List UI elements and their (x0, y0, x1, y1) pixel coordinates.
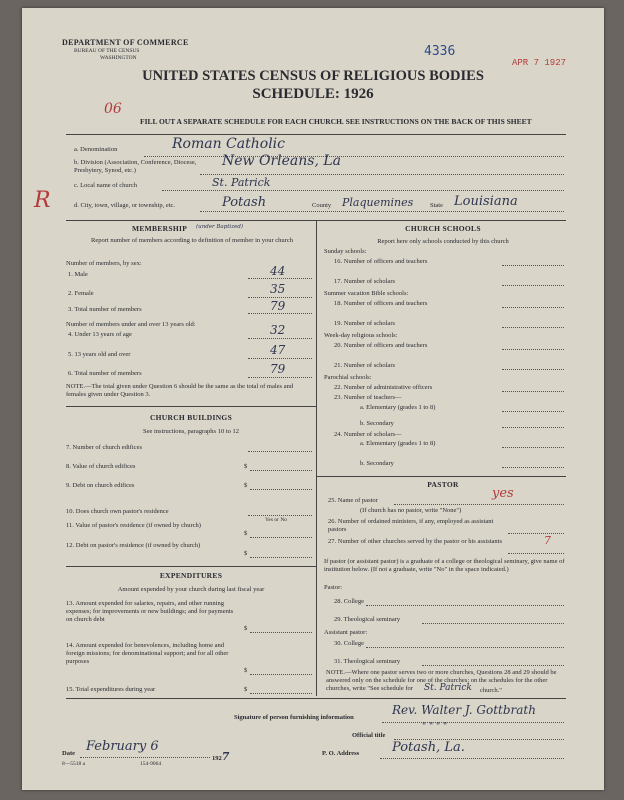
county-label: County (312, 202, 332, 209)
q3-label: 3. Total number of members (68, 306, 142, 313)
q23a-label: a. Elementary (grades 1 to 8) (360, 404, 436, 411)
q21-label: 21. Number of scholars (334, 362, 396, 369)
margin-note: 06 (104, 101, 122, 117)
yes-no-hint: Yes or No (265, 517, 288, 523)
q29-label: 29. Theological seminary (334, 616, 401, 623)
q28-label: 28. College (334, 598, 364, 605)
sunday-label: Sunday schools: (324, 248, 367, 255)
pastor-subhead: Pastor: (324, 584, 343, 591)
q11-dollar: $ (244, 530, 248, 537)
q7-label: 7. Number of church edifices (66, 444, 142, 451)
q27-label: 27. Number of other churches served by the pastor or his assistants (328, 538, 503, 545)
q19-label: 19. Number of scholars (334, 320, 396, 327)
schedule-title: SCHEDULE: 1926 (252, 86, 374, 102)
denomination-label: a. Denomination (74, 146, 118, 153)
state-value: Louisiana (454, 194, 518, 209)
buildings-title: CHURCH BUILDINGS (149, 413, 233, 422)
expenditures-title: EXPENDITURES (159, 571, 223, 580)
official-title-value: " " " " (422, 722, 448, 732)
q4-value: 32 (270, 323, 286, 337)
form-number: 8—5518 a (62, 761, 86, 767)
pastor-note-value: St. Patrick (424, 683, 472, 693)
q11-label: 11. Value of pastor's residence (if owned by church) (66, 522, 201, 529)
q12-label: 12. Debt on pastor's residence (if owned by church) (66, 542, 201, 549)
q15-dollar: $ (244, 686, 248, 693)
q15-label: 15. Total expenditures during year (66, 686, 156, 693)
membership-intro: Report number of members according to definition of member in your church (91, 237, 293, 244)
q30-label: 30. College (334, 640, 364, 647)
q6-value: 79 (270, 362, 286, 376)
weekday-label: Week-day religious schools: (324, 332, 398, 339)
q10-label: 10. Does church own pastor's residence (66, 508, 169, 515)
age-label: Number of members under and over 13 years old: (66, 321, 196, 328)
parochial-label: Parochial schools: (324, 374, 372, 381)
summer-label: Summer vacation Bible schools: (324, 290, 409, 297)
schools-intro: Report here only schools conducted by this church (377, 238, 509, 245)
q16-label: 16. Number of officers and teachers (334, 258, 428, 265)
q25-value: yes (492, 486, 514, 501)
q25-note: (If church has no pastor, write "None") (360, 507, 462, 514)
q24a-label: a. Elementary (grades 1 to 8) (360, 440, 436, 447)
division-label: b. Division (Association, Conference, Diocese, Presbytery, Synod, etc.) (74, 159, 197, 174)
assistant-subhead: Assistant pastor: (324, 629, 368, 636)
date-label: Date (62, 750, 75, 757)
signature-value: Rev. Walter J. Gottbrath (392, 703, 536, 717)
q4-label: 4. Under 13 years of age (68, 331, 132, 338)
form-number-2: 154-9064 (140, 761, 162, 767)
date-value: February 6 (86, 739, 159, 754)
schools-title: CHURCH SCHOOLS (405, 224, 481, 233)
q27-value: 7 (544, 534, 551, 547)
state-label: State (430, 202, 443, 209)
q1-label: 1. Male (68, 271, 88, 278)
q12-dollar: $ (244, 550, 248, 557)
q24-label: 24. Number of scholars— (334, 431, 402, 438)
q22-label: 22. Number of administrative officers (334, 384, 433, 391)
dept-heading: DEPARTMENT OF COMMERCE (62, 38, 189, 47)
stamp-date: APR 7 1927 (512, 58, 567, 68)
q2-label: 2. Female (68, 290, 94, 297)
q5-value: 47 (270, 343, 286, 357)
instruction-line: FILL OUT A SEPARATE SCHEDULE FOR EACH CHURCH. SEE INSTRUCTIONS ON THE BACK OF THIS SHEET (140, 117, 532, 126)
q23b-label: b. Secondary (360, 420, 394, 427)
official-title-label: Official title (352, 732, 386, 739)
po-value: Potash, La. (392, 740, 465, 755)
q5-label: 5. 13 years old and over (68, 351, 131, 358)
stamp-number: 4336 (424, 44, 456, 59)
pastor-note: NOTE.—Where one pastor serves two or more churches, Questions 28 and 29 should be answered only on the schedule for one of the churches; on the schedules for the other churches, write "See schedule for (326, 669, 557, 692)
pastor-title: PASTOR (427, 480, 459, 489)
q3-value: 79 (270, 299, 286, 313)
buildings-intro: See instructions, paragraphs 10 to 12 (142, 428, 240, 435)
q14-dollar: $ (244, 667, 248, 674)
year-label: 1927 (212, 750, 230, 763)
city-heading: WASHINGTON (100, 55, 137, 61)
q2-value: 35 (270, 282, 286, 296)
city-value: Potash (222, 195, 267, 210)
graduate-note: If pastor (or assistant pastor) is a graduate of a college or theological seminary, give name of institution below. (If not a graduate, write "No" in the space indicated.) (324, 558, 565, 573)
q25-label: 25. Name of pastor (328, 497, 378, 504)
denomination-value: Roman Catholic (172, 136, 285, 152)
po-label: P. O. Address (322, 750, 360, 757)
q13-dollar: $ (244, 625, 248, 632)
r-mark: R (34, 188, 51, 213)
division-value: New Orleans, La (222, 153, 341, 169)
q14-label: 14. Amount expended for benevolences, including home and foreign missions; for denominational support; and for all other purposes (66, 642, 229, 665)
q1-value: 44 (270, 264, 286, 278)
expenditures-intro: Amount expended by your church during last fiscal year (117, 586, 265, 593)
q6-label: 6. Total number of members (68, 370, 142, 377)
q8-dollar: $ (244, 463, 248, 470)
city-label: d. City, town, village, or township, etc. (74, 202, 176, 209)
membership-note: (under Baptized) (196, 224, 244, 230)
q8-label: 8. Value of church edifices (66, 463, 136, 470)
census-form-sheet (22, 8, 604, 790)
signature-label: Signature of person furnishing information (234, 714, 354, 721)
bureau-heading: BUREAU OF THE CENSUS (74, 48, 140, 54)
membership-footnote: NOTE.—The total given under Question 6 should be the same as the total of males and females given under Question 3. (66, 383, 294, 398)
county-value: Plaquemines (342, 196, 414, 209)
membership-title: MEMBERSHIP (132, 224, 188, 233)
pastor-note-end: church." (480, 687, 502, 694)
form-title: UNITED STATES CENSUS OF RELIGIOUS BODIES (142, 68, 484, 84)
q31-label: 31. Theological seminary (334, 658, 401, 665)
church-name-value: St. Patrick (212, 176, 271, 189)
sex-label: Number of members, by sex: (66, 260, 142, 267)
q9-dollar: $ (244, 482, 248, 489)
q20-label: 20. Number of officers and teachers (334, 342, 428, 349)
church-name-label: c. Local name of church (74, 182, 137, 189)
q24b-label: b. Secondary (360, 460, 394, 467)
q26-label: 26. Number of ordained ministers, if any, employed as assistant pastors (328, 518, 494, 533)
q9-label: 9. Debt on church edifices (66, 482, 135, 489)
q23-label: 23. Number of teachers— (334, 394, 402, 401)
q18-label: 18. Number of officers and teachers (334, 300, 428, 307)
q17-label: 17. Number of scholars (334, 278, 396, 285)
q13-label: 13. Amount expended for salaries, repairs, and other running expenses; for improvements or new buildings; and for payments on church debt (66, 600, 234, 623)
